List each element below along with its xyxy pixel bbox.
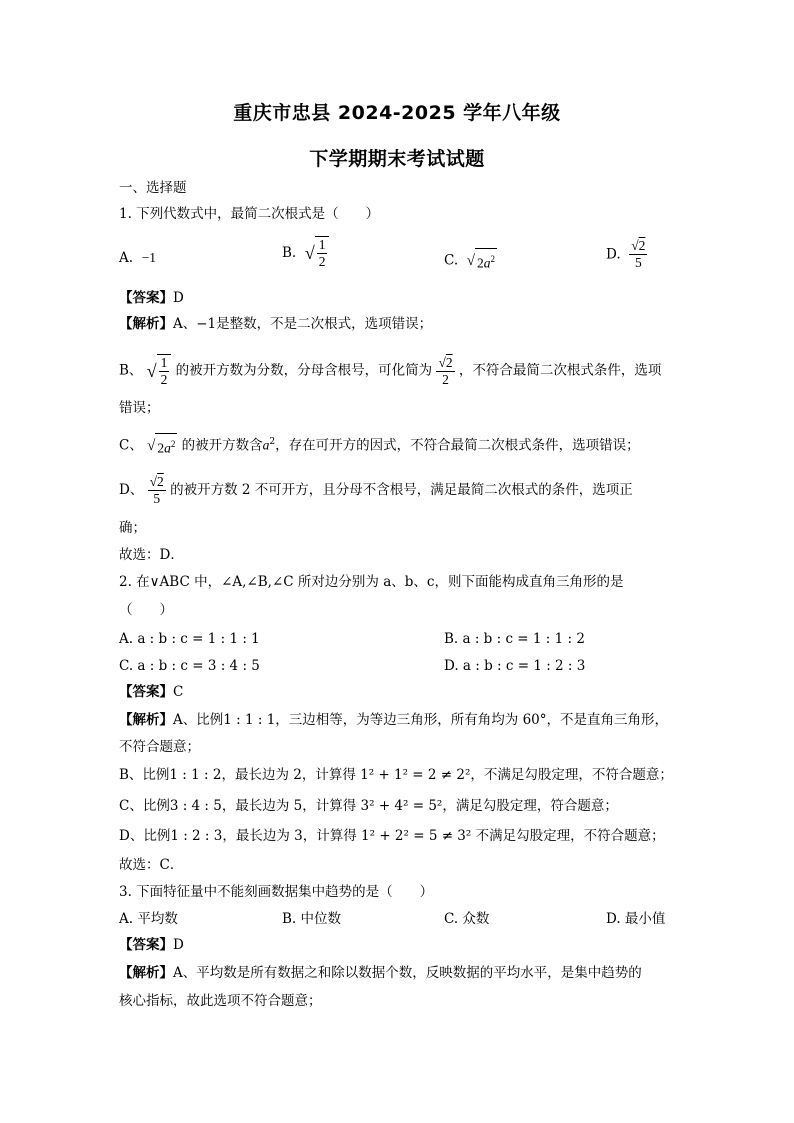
q1-analysis-d: D、 $\frac{√2}{5}$ 的被开方数 2 不可开方，且分母不含根号，满足最简二次根式的条件，选项正 [119, 474, 633, 506]
q1-answer: 【答案】D [119, 290, 184, 306]
q1-option-c: C. √ $2a^2$ [444, 248, 497, 274]
q3-stem: 3. 下面特征量中不能刻画数据集中趋势的是（ ） [119, 884, 434, 900]
q2-analysis-a-cont: 不符合题意； [119, 739, 200, 755]
q2-option-a: A. a : b : c = 1 : 1 : 1 [119, 631, 260, 647]
q3-option-c: C. 众数 [444, 911, 490, 927]
q2-stem: 2. 在∨ABC 中，∠A,∠B,∠C 所对边分别为 a、b、c，则下面能构成直角三角形的是 [119, 574, 624, 590]
q2-answer: 【答案】C [119, 684, 184, 700]
q2-conclusion: 故选：C． [119, 857, 184, 873]
q1-option-a: A. −1 [119, 250, 157, 266]
q3-option-a: A. 平均数 [119, 911, 178, 927]
q1-analysis-a: 【解析】A、−1是整数，不是二次根式，选项错误； [119, 316, 433, 332]
title-line-1: 重庆市忠县 2024-2025 学年八年级 [233, 102, 561, 124]
q3-analysis-a: 【解析】A、平均数是所有数据之和除以数据个数，反映数据的平均水平，是集中趋势的 [119, 965, 642, 981]
sqrt-one-half: √ $\frac{1}{2}$ [305, 236, 330, 270]
q2-option-d: D. a : b : c = 1 : 2 : 3 [444, 658, 586, 674]
q1-analysis-c: C、 √ $2a^2$ 的被开方数含$a^2$，存在可开方的因式，不符合最简二次根式条件，选项错误； [119, 432, 640, 459]
q3-option-d: D. 最小值 [606, 911, 666, 927]
q2-analysis-c: C、比例3 : 4 : 5，最长边为 5，计算得 3² + 4² = 5²，满足勾股定理，符合题意； [119, 798, 618, 814]
q2-option-b: B. a : b : c = 1 : 1 : 2 [444, 631, 585, 647]
q1-option-d: D. $\frac{√2}{5}$ [606, 238, 646, 270]
q1-conclusion: 故选：D． [119, 547, 184, 563]
q3-answer: 【答案】D [119, 937, 184, 953]
q2-analysis-d: D、比例1 : 2 : 3，最长边为 3，计算得 1² + 2² = 5 ≠ 3² 不满足勾股定理，不符合题意； [119, 828, 665, 844]
q1-analysis-b-cont: 错误； [119, 400, 160, 416]
q2-analysis-b: B、比例1 : 1 : 2，最长边为 2，计算得 1² + 1² = 2 ≠ 2²，不满足勾股定理，不符合题意； [119, 767, 673, 783]
q1-stem: 1. 下列代数式中，最简二次根式是（ ） [119, 206, 380, 222]
title-line-2: 下学期期末考试试题 [309, 148, 485, 170]
q3-analysis-a-cont: 核心指标，故此选项不符合题意； [119, 993, 322, 1009]
q1-analysis-d-cont: 确； [119, 520, 146, 536]
q2-option-c: C. a : b : c = 3 : 4 : 5 [119, 658, 260, 674]
q2-analysis-a: 【解析】A、比例1 : 1 : 1，三边相等，为等边三角形，所有角均为 60°，不是直角三角形， [119, 712, 668, 728]
q3-option-b: B. 中位数 [282, 911, 342, 927]
section-heading: 一、选择题 [119, 180, 187, 196]
q1-analysis-b: B、 √ $\frac{1}{2}$ 的被开方数为分数，分母含根号，可化简为 $\frac{√2}{2}$ ，不符合最简二次根式条件，选项 [119, 354, 662, 387]
q2-stem-cont: （ ） [119, 602, 173, 618]
q1-option-b: B. √ $\frac{1}{2}$ [282, 236, 329, 270]
